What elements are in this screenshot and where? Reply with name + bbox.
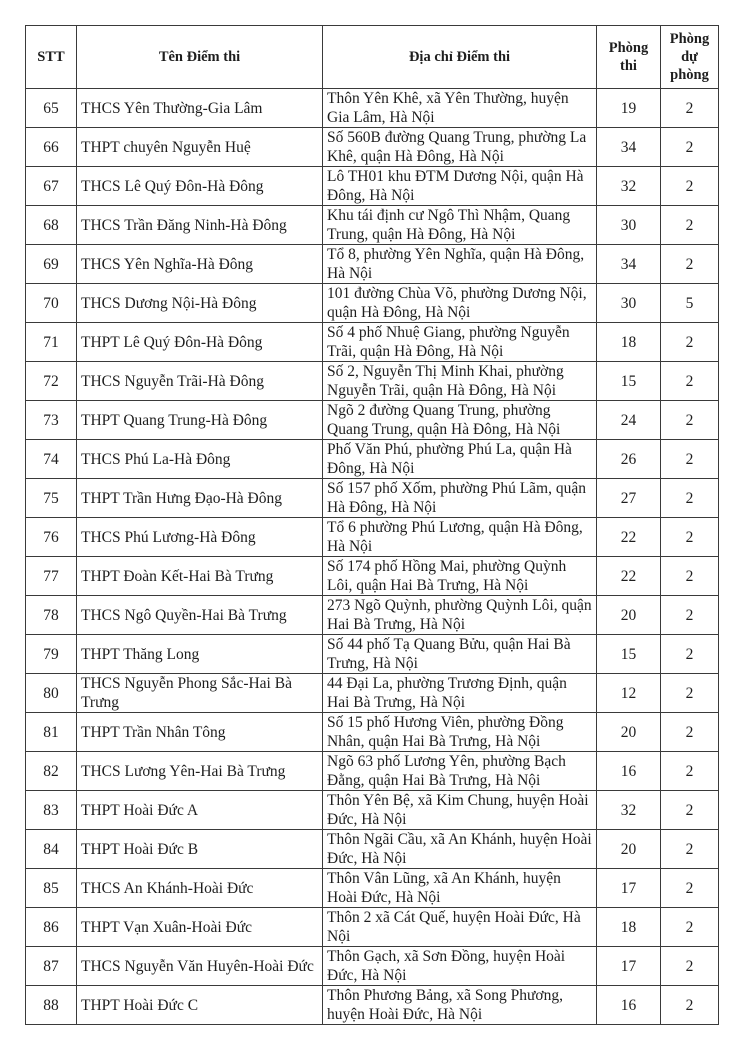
cell-exam-rooms: 26: [597, 440, 661, 479]
cell-reserve-rooms: 2: [661, 440, 719, 479]
cell-exam-rooms: 20: [597, 596, 661, 635]
table-row: [26, 830, 719, 869]
header-stt: STT: [26, 26, 77, 89]
cell-stt: 71: [26, 323, 77, 362]
cell-reserve-rooms: 2: [661, 167, 719, 206]
cell-reserve-rooms: 5: [661, 284, 719, 323]
table-row: [26, 362, 719, 401]
cell-venue-address: Ngõ 63 phố Lương Yên, phường Bạch Đằng, quận Hai Bà Trưng, Hà Nội: [323, 752, 597, 791]
table-row: [26, 206, 719, 245]
table-row: [26, 89, 719, 128]
cell-venue-name: THCS Nguyễn Văn Huyên-Hoài Đức: [77, 947, 323, 986]
cell-venue-address: Thôn Vân Lũng, xã An Khánh, huyện Hoài Đức, Hà Nội: [323, 869, 597, 908]
document-page: [25, 25, 718, 1025]
cell-reserve-rooms: 2: [661, 752, 719, 791]
cell-venue-address: Tổ 8, phường Yên Nghĩa, quận Hà Đông, Hà Nội: [323, 245, 597, 284]
cell-reserve-rooms: 2: [661, 986, 719, 1025]
cell-venue-address: 44 Đại La, phường Trương Định, quận Hai Bà Trưng, Hà Nội: [323, 674, 597, 713]
cell-venue-address: Lô TH01 khu ĐTM Dương Nội, quận Hà Đông, Hà Nội: [323, 167, 597, 206]
cell-exam-rooms: 30: [597, 206, 661, 245]
cell-venue-address: 101 đường Chùa Võ, phường Dương Nội, quận Hà Đông, Hà Nội: [323, 284, 597, 323]
cell-venue-name: THPT Thăng Long: [77, 635, 323, 674]
cell-venue-name: THCS Dương Nội-Hà Đông: [77, 284, 323, 323]
cell-venue-name: THCS Nguyễn Trãi-Hà Đông: [77, 362, 323, 401]
table-row: [26, 869, 719, 908]
header-venue-address: Địa chỉ Điểm thi: [323, 26, 597, 89]
table-row: [26, 596, 719, 635]
cell-stt: 68: [26, 206, 77, 245]
table-row: [26, 752, 719, 791]
cell-venue-address: 273 Ngõ Quỳnh, phường Quỳnh Lôi, quận Hai Bà Trưng, Hà Nội: [323, 596, 597, 635]
cell-venue-address: Tổ 6 phường Phú Lương, quận Hà Đông, Hà Nội: [323, 518, 597, 557]
cell-venue-address: Số 15 phố Hương Viên, phường Đồng Nhân, quận Hai Bà Trưng, Hà Nội: [323, 713, 597, 752]
table-row: [26, 284, 719, 323]
cell-venue-name: THPT Đoàn Kết-Hai Bà Trưng: [77, 557, 323, 596]
cell-venue-name: THPT Trần Hưng Đạo-Hà Đông: [77, 479, 323, 518]
cell-venue-name: THCS Nguyễn Phong Sắc-Hai Bà Trưng: [77, 674, 323, 713]
cell-venue-address: Số 560B đường Quang Trung, phường La Khê, quận Hà Đông, Hà Nội: [323, 128, 597, 167]
cell-reserve-rooms: 2: [661, 401, 719, 440]
cell-exam-rooms: 12: [597, 674, 661, 713]
cell-reserve-rooms: 2: [661, 869, 719, 908]
cell-reserve-rooms: 2: [661, 596, 719, 635]
cell-stt: 77: [26, 557, 77, 596]
cell-exam-rooms: 20: [597, 713, 661, 752]
cell-exam-rooms: 24: [597, 401, 661, 440]
cell-venue-address: Khu tái định cư Ngô Thì Nhậm, Quang Trung, quận Hà Đông, Hà Nội: [323, 206, 597, 245]
cell-stt: 70: [26, 284, 77, 323]
cell-venue-address: Số 174 phố Hồng Mai, phường Quỳnh Lôi, quận Hai Bà Trưng, Hà Nội: [323, 557, 597, 596]
cell-stt: 73: [26, 401, 77, 440]
cell-stt: 84: [26, 830, 77, 869]
cell-venue-address: Phố Văn Phú, phường Phú La, quận Hà Đông, Hà Nội: [323, 440, 597, 479]
cell-reserve-rooms: 2: [661, 518, 719, 557]
cell-exam-rooms: 30: [597, 284, 661, 323]
cell-exam-rooms: 20: [597, 830, 661, 869]
cell-exam-rooms: 15: [597, 635, 661, 674]
table-row: [26, 635, 719, 674]
table-row: [26, 479, 719, 518]
cell-reserve-rooms: 2: [661, 206, 719, 245]
cell-reserve-rooms: 2: [661, 245, 719, 284]
cell-venue-name: THCS Ngô Quyền-Hai Bà Trưng: [77, 596, 323, 635]
cell-reserve-rooms: 2: [661, 947, 719, 986]
cell-exam-rooms: 16: [597, 986, 661, 1025]
table-row: [26, 401, 719, 440]
table-row: [26, 323, 719, 362]
cell-stt: 83: [26, 791, 77, 830]
cell-exam-rooms: 17: [597, 947, 661, 986]
cell-exam-rooms: 15: [597, 362, 661, 401]
table-row: [26, 713, 719, 752]
cell-exam-rooms: 16: [597, 752, 661, 791]
cell-venue-address: Thôn Yên Khê, xã Yên Thường, huyện Gia Lâm, Hà Nội: [323, 89, 597, 128]
cell-venue-name: THCS An Khánh-Hoài Đức: [77, 869, 323, 908]
header-reserve-rooms: Phòng dự phòng: [661, 26, 719, 89]
cell-exam-rooms: 32: [597, 791, 661, 830]
cell-venue-name: THPT Hoài Đức A: [77, 791, 323, 830]
cell-venue-address: Thôn Phương Bảng, xã Song Phương, huyện Hoài Đức, Hà Nội: [323, 986, 597, 1025]
cell-stt: 69: [26, 245, 77, 284]
table-row: [26, 947, 719, 986]
cell-venue-name: THCS Yên Nghĩa-Hà Đông: [77, 245, 323, 284]
cell-stt: 88: [26, 986, 77, 1025]
table-header-row: [26, 26, 719, 89]
header-exam-rooms: Phòng thi: [597, 26, 661, 89]
cell-reserve-rooms: 2: [661, 830, 719, 869]
table-row: [26, 908, 719, 947]
cell-exam-rooms: 22: [597, 557, 661, 596]
table-row: [26, 674, 719, 713]
cell-venue-address: Thôn 2 xã Cát Quế, huyện Hoài Đức, Hà Nội: [323, 908, 597, 947]
cell-venue-name: THCS Lê Quý Đôn-Hà Đông: [77, 167, 323, 206]
cell-venue-name: THCS Phú La-Hà Đông: [77, 440, 323, 479]
cell-stt: 66: [26, 128, 77, 167]
cell-reserve-rooms: 2: [661, 557, 719, 596]
table-row: [26, 986, 719, 1025]
cell-exam-rooms: 34: [597, 128, 661, 167]
cell-exam-rooms: 32: [597, 167, 661, 206]
cell-venue-address: Số 2, Nguyễn Thị Minh Khai, phường Nguyễn Trãi, quận Hà Đông, Hà Nội: [323, 362, 597, 401]
table-row: [26, 791, 719, 830]
exam-venue-table: [25, 25, 719, 1025]
cell-reserve-rooms: 2: [661, 128, 719, 167]
cell-stt: 86: [26, 908, 77, 947]
cell-exam-rooms: 22: [597, 518, 661, 557]
cell-stt: 76: [26, 518, 77, 557]
cell-reserve-rooms: 2: [661, 479, 719, 518]
cell-venue-name: THCS Yên Thường-Gia Lâm: [77, 89, 323, 128]
cell-exam-rooms: 18: [597, 323, 661, 362]
cell-exam-rooms: 18: [597, 908, 661, 947]
cell-venue-name: THCS Phú Lương-Hà Đông: [77, 518, 323, 557]
cell-reserve-rooms: 2: [661, 791, 719, 830]
cell-stt: 72: [26, 362, 77, 401]
cell-exam-rooms: 27: [597, 479, 661, 518]
cell-venue-name: THCS Lương Yên-Hai Bà Trưng: [77, 752, 323, 791]
cell-venue-address: Thôn Ngãi Cầu, xã An Khánh, huyện Hoài Đức, Hà Nội: [323, 830, 597, 869]
cell-venue-address: Thôn Yên Bệ, xã Kim Chung, huyện Hoài Đức, Hà Nội: [323, 791, 597, 830]
cell-reserve-rooms: 2: [661, 362, 719, 401]
cell-venue-name: THPT Lê Quý Đôn-Hà Đông: [77, 323, 323, 362]
header-venue-name: Tên Điểm thi: [77, 26, 323, 89]
table-row: [26, 128, 719, 167]
cell-venue-address: Số 157 phố Xốm, phường Phú Lãm, quận Hà Đông, Hà Nội: [323, 479, 597, 518]
table-row: [26, 245, 719, 284]
cell-venue-address: Thôn Gạch, xã Sơn Đồng, huyện Hoài Đức, Hà Nội: [323, 947, 597, 986]
cell-venue-name: THCS Trần Đăng Ninh-Hà Đông: [77, 206, 323, 245]
cell-reserve-rooms: 2: [661, 89, 719, 128]
cell-stt: 82: [26, 752, 77, 791]
table-row: [26, 167, 719, 206]
cell-reserve-rooms: 2: [661, 713, 719, 752]
cell-stt: 87: [26, 947, 77, 986]
cell-venue-name: THPT Hoài Đức C: [77, 986, 323, 1025]
cell-venue-name: THPT Trần Nhân Tông: [77, 713, 323, 752]
cell-stt: 81: [26, 713, 77, 752]
cell-venue-name: THPT Quang Trung-Hà Đông: [77, 401, 323, 440]
cell-exam-rooms: 17: [597, 869, 661, 908]
table-row: [26, 518, 719, 557]
table-row: [26, 440, 719, 479]
cell-reserve-rooms: 2: [661, 635, 719, 674]
cell-reserve-rooms: 2: [661, 674, 719, 713]
cell-stt: 85: [26, 869, 77, 908]
cell-reserve-rooms: 2: [661, 908, 719, 947]
cell-venue-name: THPT chuyên Nguyễn Huệ: [77, 128, 323, 167]
cell-stt: 74: [26, 440, 77, 479]
table-row: [26, 557, 719, 596]
cell-reserve-rooms: 2: [661, 323, 719, 362]
cell-venue-name: THPT Hoài Đức B: [77, 830, 323, 869]
cell-venue-address: Số 4 phố Nhuệ Giang, phường Nguyễn Trãi, quận Hà Đông, Hà Nội: [323, 323, 597, 362]
cell-stt: 67: [26, 167, 77, 206]
cell-venue-address: Số 44 phố Tạ Quang Bửu, quận Hai Bà Trưng, Hà Nội: [323, 635, 597, 674]
cell-venue-address: Ngõ 2 đường Quang Trung, phường Quang Trung, quận Hà Đông, Hà Nội: [323, 401, 597, 440]
cell-stt: 80: [26, 674, 77, 713]
cell-stt: 78: [26, 596, 77, 635]
cell-venue-name: THPT Vạn Xuân-Hoài Đức: [77, 908, 323, 947]
cell-stt: 79: [26, 635, 77, 674]
cell-exam-rooms: 19: [597, 89, 661, 128]
cell-stt: 75: [26, 479, 77, 518]
cell-exam-rooms: 34: [597, 245, 661, 284]
cell-stt: 65: [26, 89, 77, 128]
